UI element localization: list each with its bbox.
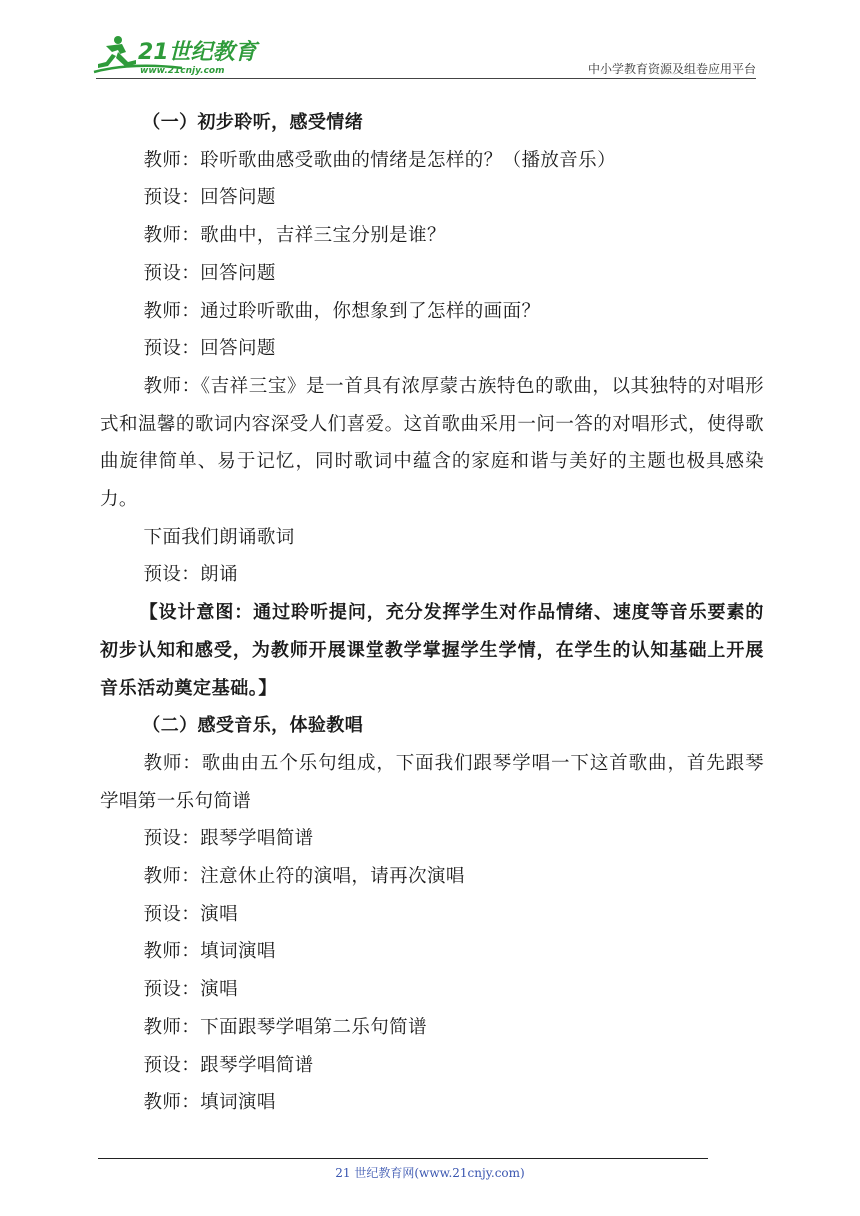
section-heading: （一）初步聆听，感受情绪 bbox=[142, 112, 364, 133]
footer-link[interactable]: 21 世纪教育网(www.21cnjy.com) bbox=[335, 1166, 525, 1180]
design-intent-paragraph: 【设计意图：通过聆听提问，充分发挥学生对作品情绪、速度等音乐要素的初步认知和感受，为教师开展课堂教学掌握学生学情，在学生的认知基础上开展音乐活动奠定基础。】 bbox=[100, 602, 764, 699]
paragraph: 教师：填词演唱 bbox=[143, 941, 276, 963]
header-divider bbox=[96, 78, 756, 79]
svg-text:21世纪教育: 21世纪教育 bbox=[138, 40, 257, 65]
paragraph: 教师：聆听歌曲感受歌曲的情绪是怎样的？（播放音乐） bbox=[143, 149, 616, 171]
paragraph: 教师：通过聆听歌曲，你想象到了怎样的画面？ bbox=[143, 300, 541, 322]
21cnjy-logo bbox=[92, 32, 262, 82]
footer-divider bbox=[98, 1158, 708, 1159]
paragraph: 教师：《吉祥三宝》是一首具有浓厚蒙古族特色的歌曲，以其独特的对唱形式和温馨的歌词内容深受人们喜爱。这首歌曲采用一问一答的对唱形式，使得歌曲旋律简单、易于记忆，同时歌词中蕴含的家庭和谐与美好的主题也极具感染力。 bbox=[100, 375, 764, 511]
document-body bbox=[100, 104, 764, 1122]
paragraph: 预设：回答问题 bbox=[143, 187, 276, 209]
paragraph: 预设：跟琴学唱简谱 bbox=[143, 828, 314, 850]
paragraph: 预设：跟琴学唱简谱 bbox=[143, 1054, 314, 1076]
paragraph: 教师：下面跟琴学唱第二乐句简谱 bbox=[143, 1016, 427, 1038]
paragraph: 预设：回答问题 bbox=[143, 262, 276, 284]
paragraph: 教师：歌曲由五个乐句组成，下面我们跟琴学唱一下这首歌曲，首先跟琴学唱第一乐句简谱 bbox=[100, 752, 764, 812]
paragraph: 预设：朗诵 bbox=[143, 564, 238, 586]
section-heading: （二）感受音乐，体验教唱 bbox=[142, 715, 364, 737]
runner-icon bbox=[98, 36, 136, 68]
page-header bbox=[0, 0, 860, 90]
paragraph: 预设：回答问题 bbox=[143, 338, 276, 360]
platform-name: 中小学教育资源及组卷应用平台 bbox=[587, 62, 756, 76]
paragraph: 教师：注意休止符的演唱，请再次演唱 bbox=[143, 866, 465, 888]
paragraph: 教师：填词演唱 bbox=[143, 1092, 276, 1114]
paragraph: 预设：演唱 bbox=[143, 979, 238, 1001]
paragraph: 预设：演唱 bbox=[143, 903, 238, 925]
svg-text:www.21cnjy.com: www.21cnjy.com bbox=[140, 66, 225, 76]
paragraph: 下面我们朗诵歌词 bbox=[143, 526, 295, 548]
paragraph: 教师：歌曲中，吉祥三宝分别是谁？ bbox=[143, 225, 446, 247]
